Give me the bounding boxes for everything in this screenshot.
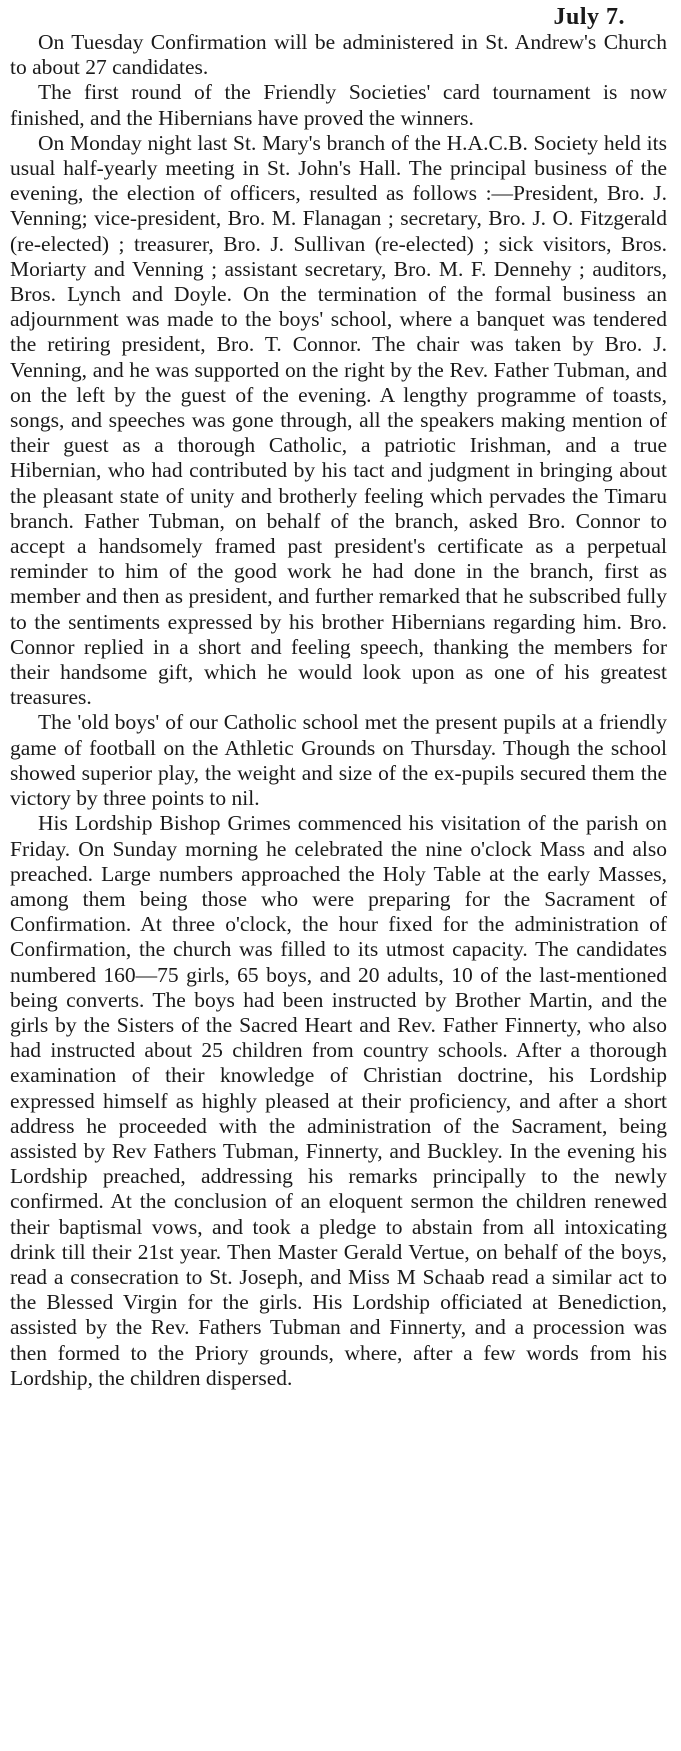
paragraph-confirmation-st-andrews: On Tuesday Confirmation will be administered in St. Andrew's Church to about 27 candidates. <box>10 30 667 80</box>
paragraph-bishop-visitation: His Lordship Bishop Grimes commenced his visitation of the parish on Friday. On Sunday morning he celebrated the nine o'clock Mass and also preached. Large numbers approached the Holy Table at the early Masses, among them being those who were preparing for the Sacrament of Confirmation. At three o'clock, the hour fixed for the administration of Confirmation, the church was filled to its utmost capacity. The candidates numbered 160—75 girls, 65 boys, and 20 adults, 10 of the last-mentioned being converts. The boys had been instructed by Brother Martin, and the girls by the Sisters of the Sacred Heart and Rev. Father Finnerty, who also had instructed about 25 children from country schools. After a thorough examination of their knowledge of Christian doctrine, his Lordship expressed himself as highly pleased at their proficiency, and after a short address he proceeded with the administration of the Sacrament, being assisted by Rev Fathers Tubman, Finnerty, and Buckley. In the evening his Lordship preached, addressing his remarks principally to the newly confirmed. At the conclusion of an eloquent sermon the children renewed their baptismal vows, and took a pledge to abstain from all intoxicating drink till their 21st year. Then Master Gerald Vertue, on behalf of the boys, read a consecration to St. Joseph, and Miss M Schaab read a similar act to the Blessed Virgin for the girls. His Lordship officiated at Benediction, assisted by the Rev. Fathers Tubman and Finnerty, and a procession was then formed to the Priory grounds, where, after a few words from his Lordship, the children dispersed. <box>10 811 667 1390</box>
dateline: July 7. <box>553 4 625 30</box>
paragraph-card-tournament: The first round of the Friendly Societies' card tournament is now finished, and the Hibernians have proved the winners. <box>10 80 667 130</box>
paragraph-hacb-meeting: On Monday night last St. Mary's branch of the H.A.C.B. Society held its usual half-yearly meeting in St. John's Hall. The principal business of the evening, the election of officers, resulted as follows :—President, Bro. J. Venning; vice-president, Bro. M. Flanagan ; secretary, Bro. J. O. Fitzgerald (re-elected) ; treasurer, Bro. J. Sullivan (re-elected) ; sick visitors, Bros. Moriarty and Venning ; assistant secretary, Bro. M. F. Dennehy ; auditors, Bros. Lynch and Doyle. On the termination of the formal business an adjournment was made to the boys' school, where a banquet was tendered the retiring president, Bro. T. Connor. The chair was taken by Bro. J. Venning, and he was supported on the right by the Rev. Father Tubman, and on the left by the guest of the evening. A lengthy programme of toasts, songs, and speeches was gone through, all the speakers making mention of their guest as a thorough Catholic, a patriotic Irishman, and a true Hibernian, who had contributed by his tact and judgment in bringing about the pleasant state of unity and brotherly feeling which pervades the Timaru branch. Father Tubman, on behalf of the branch, asked Bro. Connor to accept a handsomely framed past president's certificate as a perpetual reminder to him of the good work he had done in the branch, first as member and then as president, and further remarked that he subscribed fully to the sentiments expressed by his brother Hibernians regarding him. Bro. Connor replied in a short and feeling speech, thanking the members for their handsome gift, which he would look upon as one of his greatest treasures. <box>10 130 667 710</box>
paragraph-football-match: The 'old boys' of our Catholic school met the present pupils at a friendly game of football on the Athletic Grounds on Thursday. Though the school showed superior play, the weight and size of the ex-pupils secured them the victory by three points to nil. <box>10 710 667 811</box>
